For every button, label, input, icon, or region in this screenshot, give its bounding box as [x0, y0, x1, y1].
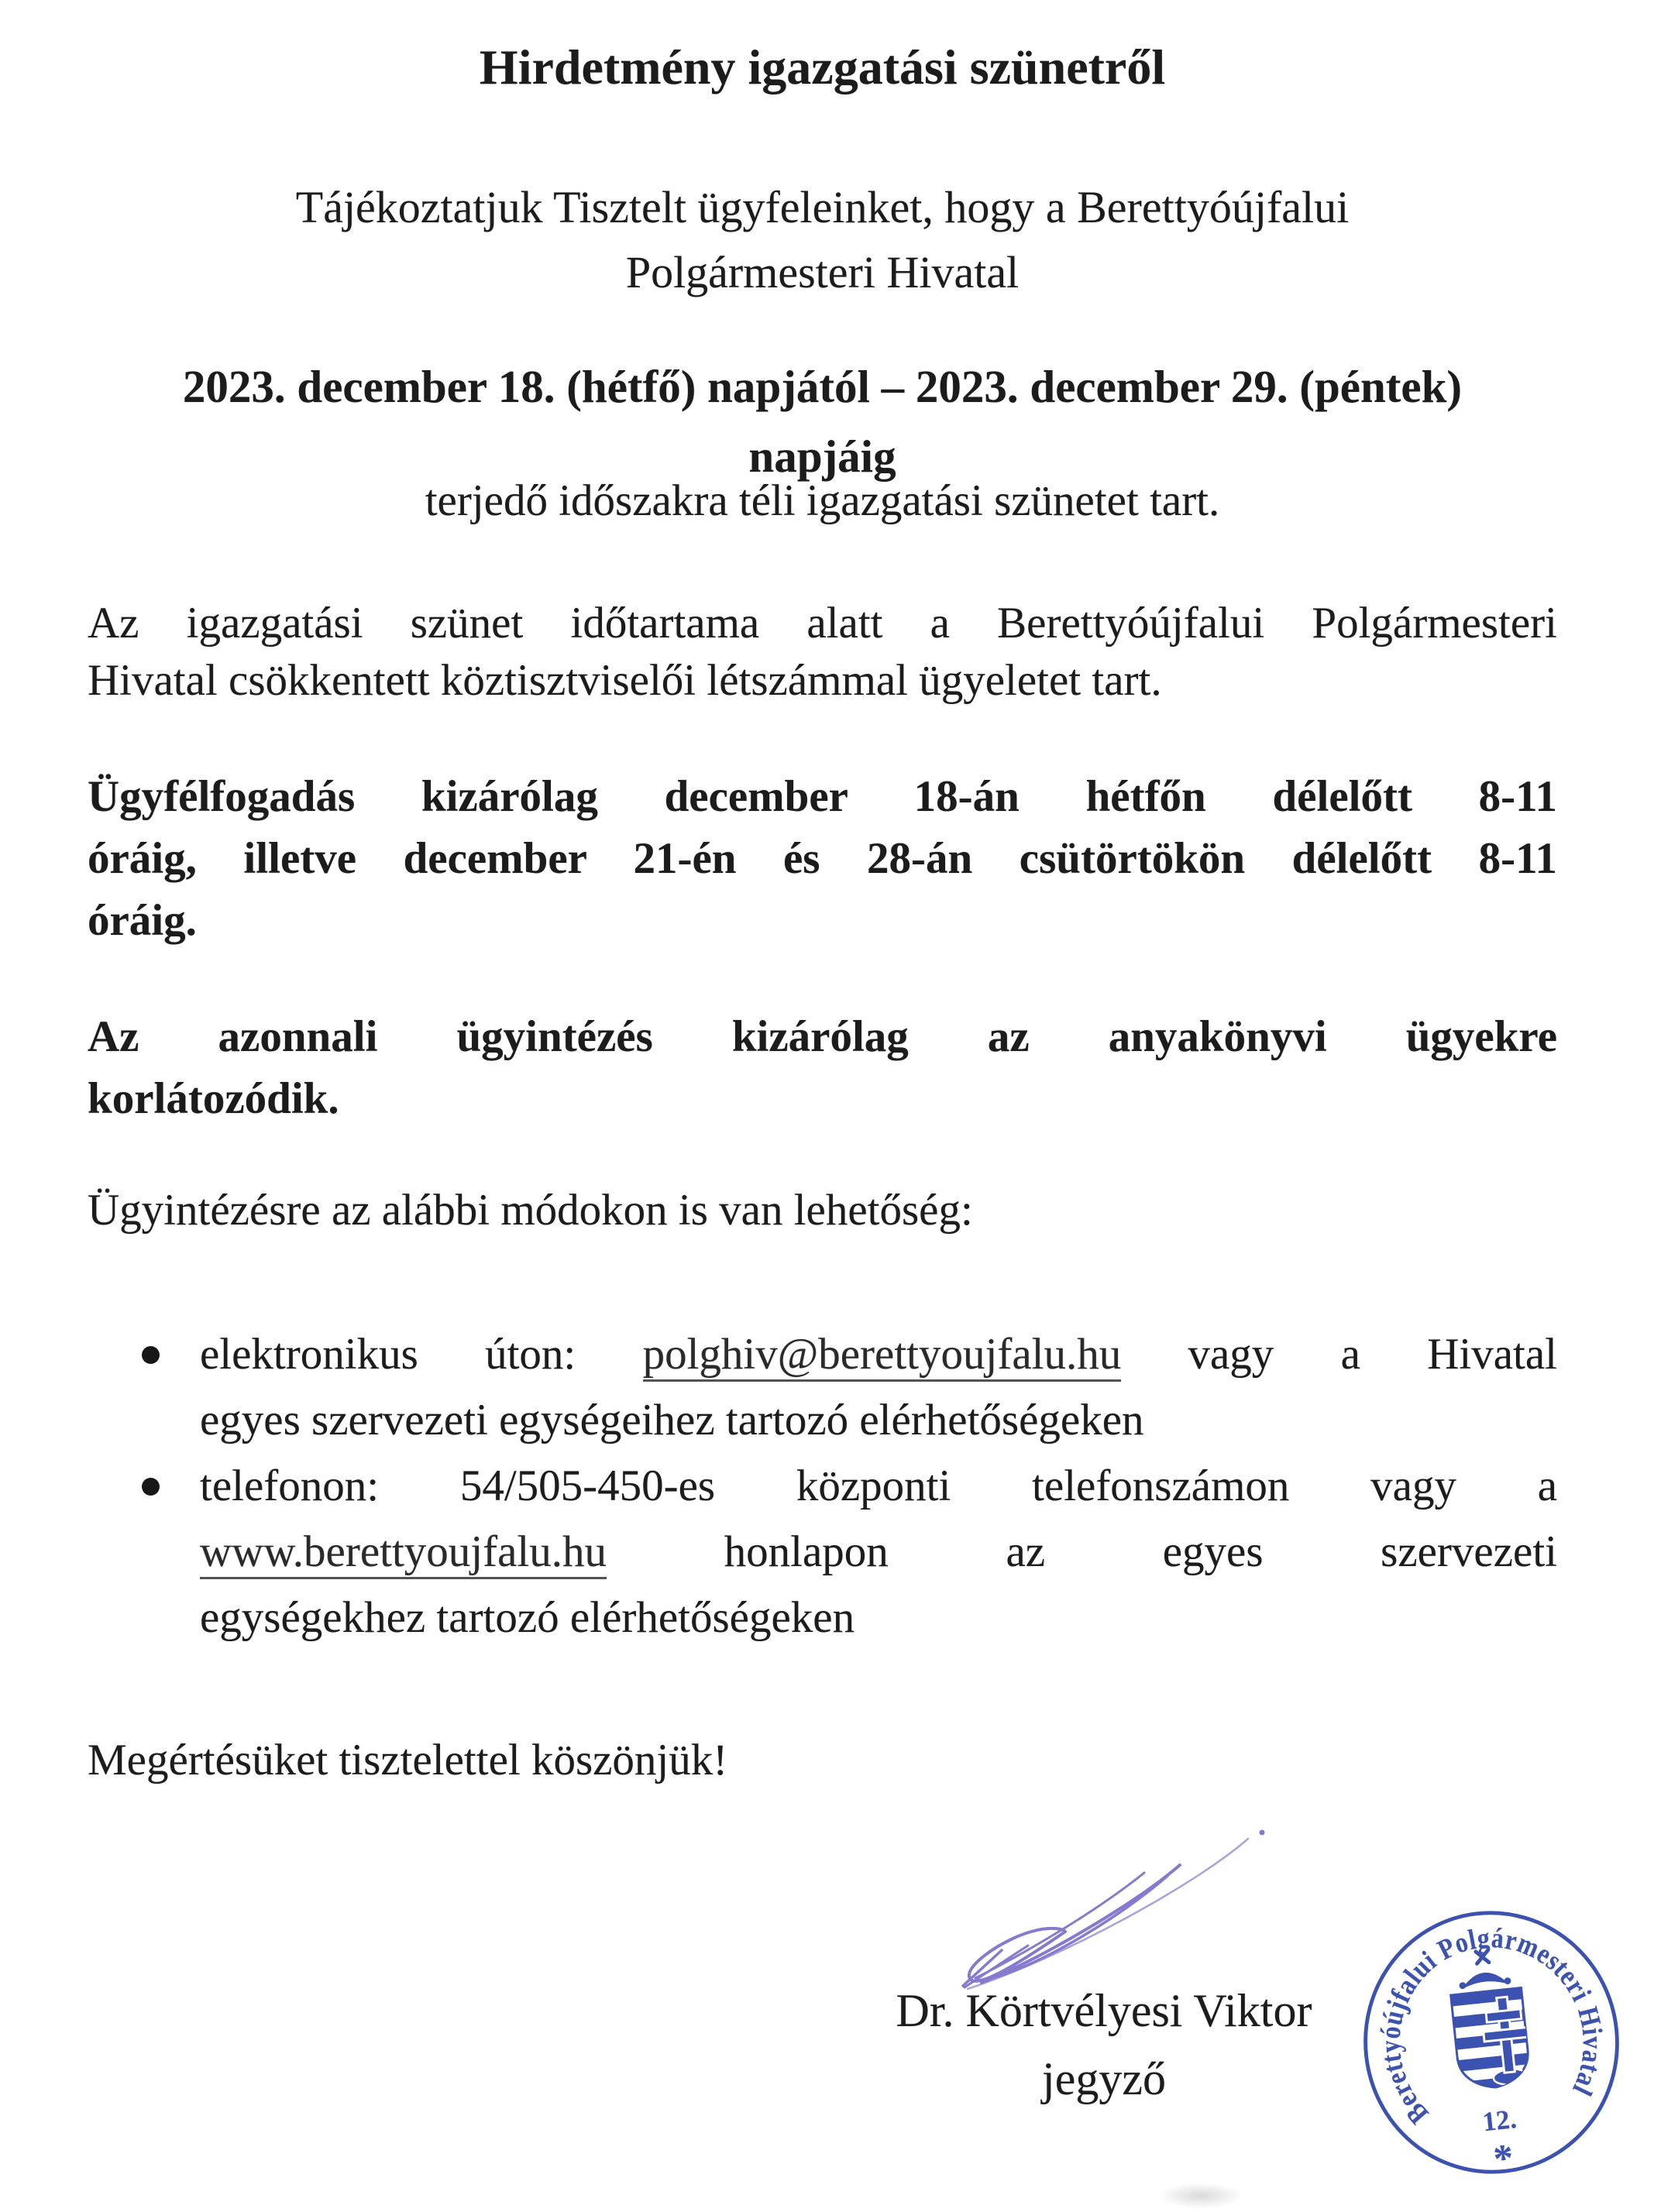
email-line-prefix: elektronikus úton:: [200, 1330, 643, 1379]
stamp-graphic: [1342, 1891, 1641, 2195]
official-stamp: [1356, 1904, 1627, 2181]
office-hours-line-3: óráig.: [88, 896, 197, 945]
signatory-title: jegyző: [1042, 2053, 1166, 2104]
closure-period-heading: [88, 352, 1557, 491]
duty-line-1: Az igazgatási szünet időtartama alatt a Berettyóújfalui Polgármesteri: [88, 599, 1557, 647]
list-item-email: [88, 1321, 1557, 1453]
email-link[interactable]: polghiv@berettyoujfalu.hu: [643, 1330, 1122, 1382]
restriction-line-1: Az azonnali ügyintézés kizárólag az anyakönyvi ügyekre: [88, 1012, 1557, 1061]
duty-line-2: Hivatal csökkentett köztisztviselői létszámmal ügyeletet tart.: [88, 656, 1162, 705]
phone-line-2: [200, 1519, 1557, 1585]
email-line-1: [200, 1321, 1557, 1387]
closure-period-line-2: napjáig: [748, 431, 896, 482]
email-line-suffix: vagy a Hivatal: [1121, 1330, 1558, 1379]
stamp-ring-text: Berettyóújfalui Polgármesteri Hivatal: [1374, 1921, 1610, 2131]
bullet-icon: [142, 1478, 160, 1496]
office-hours-paragraph: [88, 766, 1557, 952]
duty-paragraph: [88, 595, 1557, 709]
intro-line-2: Polgármesteri Hivatal: [625, 247, 1020, 297]
restriction-paragraph: [88, 1006, 1557, 1130]
coat-of-arms: [1446, 1947, 1533, 2094]
office-hours-line-2: óráig, illetve december 21-én és 28-án csütörtökön délelőtt 8-11: [88, 834, 1557, 883]
stamp-star: *: [1491, 2135, 1516, 2181]
crown-icon: [1460, 1970, 1510, 1990]
website-link[interactable]: www.berettyoujfalu.hu: [200, 1527, 607, 1579]
bullet-icon: [142, 1346, 160, 1364]
phone-line-suffix: honlapon az egyes szervezeti: [607, 1527, 1557, 1576]
restriction-line-2: korlátozódik.: [88, 1074, 339, 1123]
office-hours-line-1: Ügyfélfogadás kizárólag december 18-án hétfőn délelőtt 8-11: [88, 772, 1557, 821]
phone-line-3: egységekhez tartozó elérhetőségeken: [200, 1593, 855, 1642]
list-item-phone: [88, 1453, 1557, 1650]
stamp-number: 12.: [1480, 2104, 1518, 2138]
signatory-name: Dr. Körtvélyesi Viktor: [896, 1985, 1312, 2036]
closure-period-line-1: 2023. december 18. (hétfő) napjától – 2023. december 29. (péntek): [182, 361, 1463, 412]
closure-period-suffix: terjedő időszakra téli igazgatási szünetet tart.: [425, 476, 1220, 525]
signature-block: [802, 1977, 1406, 2113]
page-title: Hirdetmény igazgatási szünetről: [479, 40, 1166, 94]
scan-smudge: [1158, 2183, 1243, 2209]
intro-line-1: Tájékoztatjuk Tisztelt ügyfeleinket, hogy a Berettyóújfalui: [295, 182, 1350, 232]
closing-sentence: Megértésüket tisztelettel köszönjük!: [88, 1736, 728, 1784]
contact-methods-list: [88, 1321, 1557, 1650]
phone-line-1: telefonon: 54/505-450-es központi telefonszámon vagy a: [200, 1462, 1557, 1510]
methods-heading: Ügyintézésre az alábbi módokon is van lehetőség:: [88, 1186, 973, 1235]
intro-paragraph: [88, 175, 1557, 305]
email-line-2: egyes szervezeti egységeihez tartozó elérhetőségeken: [200, 1396, 1144, 1444]
notice-content: [0, 40, 1654, 1789]
